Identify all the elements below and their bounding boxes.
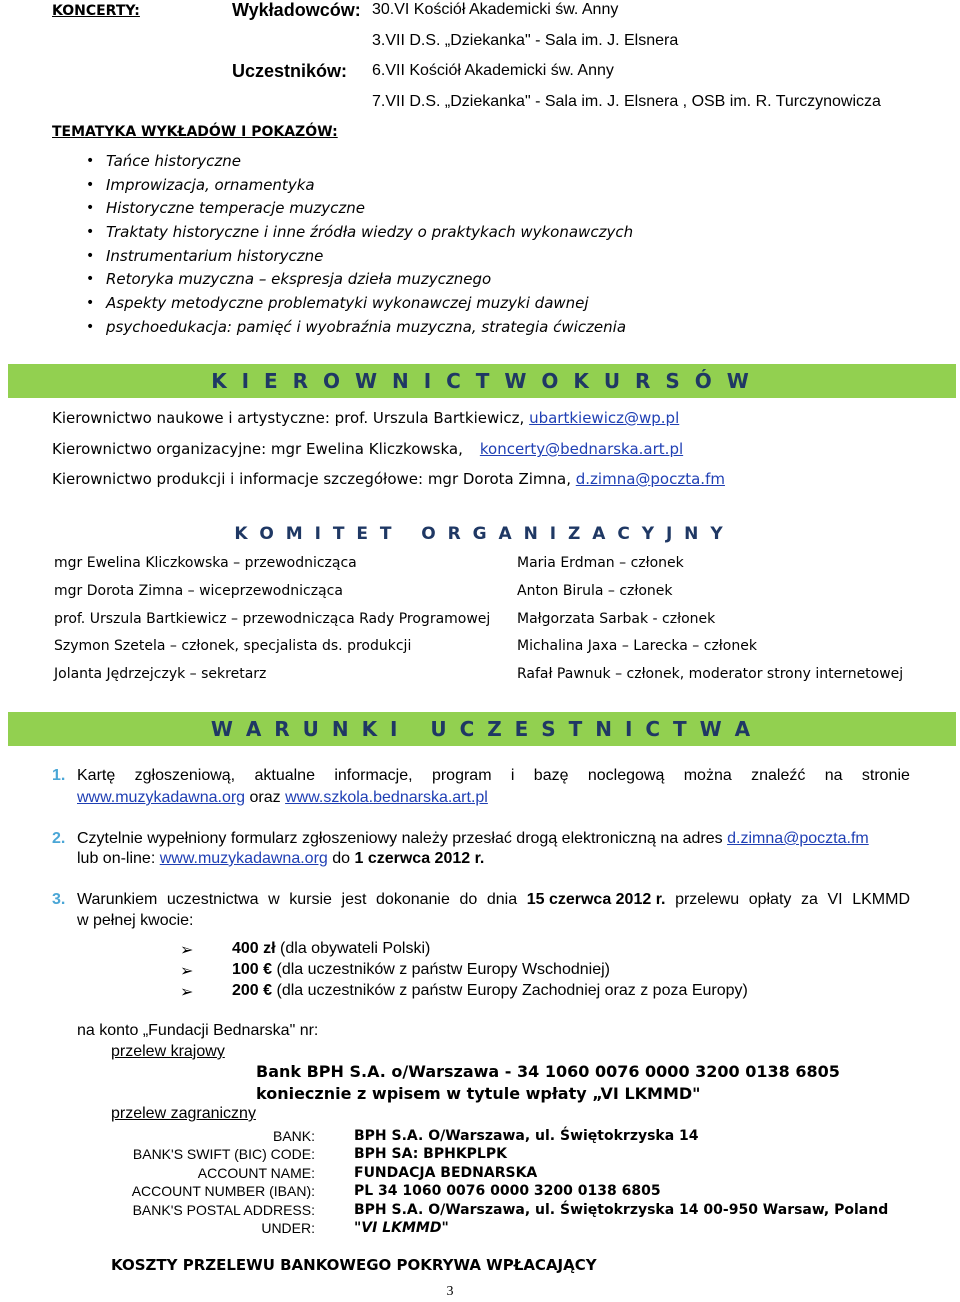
word: Kartę — [77, 767, 116, 784]
website-link[interactable]: www.muzykadawna.org — [77, 789, 246, 806]
fee-marker-icon: ➢ — [180, 942, 194, 959]
list-item: • Instrumentarium historyczne — [80, 245, 633, 269]
word: uczestnictwa — [166, 891, 259, 908]
item-number: 2. — [52, 830, 66, 847]
management-band — [8, 364, 956, 398]
management-line: Kierownictwo organizacyjne: mgr Ewelina Kliczkowska, koncerty@bednarska.art.pl — [52, 440, 684, 458]
committee-member: mgr Ewelina Kliczkowska – przewodnicząca — [54, 555, 357, 571]
venue-line: 3.VII D.S. „Dziekanka" - Sala im. J. Elsnera — [372, 32, 679, 49]
bank-field-value: "VI LKMMD" — [354, 1220, 449, 1236]
word: VI — [827, 891, 843, 908]
fee-marker-icon: ➢ — [180, 963, 194, 980]
word: jest — [341, 891, 367, 908]
email-link[interactable]: d.zimna@poczta.fm — [727, 830, 869, 847]
word: 15 czerwca 2012 r. — [526, 891, 666, 908]
word: noclegową — [587, 767, 665, 784]
conditions-title: W A R U N K I U C Z E S T N I C T W A — [210, 717, 754, 741]
word: przelewu — [675, 891, 740, 908]
committee-member: Michalina Jaxa – Larecka – członek — [517, 638, 757, 654]
concerts-label: KONCERTY: — [52, 3, 140, 19]
word: aktualne — [254, 767, 315, 784]
management-title: K I E R O W N I C T W O K U R S Ó W — [211, 369, 753, 393]
email-link[interactable]: koncerty@bednarska.art.pl — [479, 440, 684, 458]
email-link[interactable]: ubartkiewicz@wp.pl — [529, 409, 680, 427]
committee-title: K O M I T E T O R G A N I Z A C Y J N Y — [234, 524, 726, 544]
committee-member: Rafał Pawnuk – członek, moderator strony internetowej — [517, 666, 904, 682]
bank-field-label: BANK'S POSTAL ADDRESS: — [132, 1202, 315, 1218]
item1-line — [77, 767, 910, 785]
topics-heading: TEMATYKA WYKŁADÓW I POKAZÓW: — [52, 124, 338, 140]
website-link[interactable]: www.szkola.bednarska.art.pl — [285, 789, 488, 806]
list-item: • Retoryka muzyczna – ekspresja dzieła muzycznego — [80, 268, 633, 292]
committee-member: mgr Dorota Zimna – wiceprzewodnicząca — [54, 583, 343, 599]
venue-line: 30.VI Kościół Akademicki św. Anny — [372, 1, 619, 18]
item-number: 1. — [52, 767, 66, 784]
committee-member: Maria Erdman – członek — [517, 555, 684, 571]
bank-field-label: BANK: — [272, 1128, 315, 1144]
participants-label: Uczestników: — [232, 61, 348, 81]
fee-marker-icon: ➢ — [180, 984, 194, 1001]
word: w — [268, 891, 280, 908]
bullet-icon: • — [86, 318, 95, 335]
word: na — [824, 767, 843, 784]
transfer-costs-note: KOSZTY PRZELEWU BANKOWEGO POKRYWA WPŁACAJĄCY — [111, 1256, 597, 1274]
venue-line: 6.VII Kościół Akademicki św. Anny — [372, 62, 614, 79]
word: informacje, — [334, 767, 413, 784]
bank-field-value: FUNDACJA BEDNARSKA — [354, 1165, 538, 1181]
word: Warunkiem — [77, 891, 158, 908]
list-item: • Tańce historyczne — [80, 150, 633, 174]
fee-line: 400 zł (dla obywateli Polski) — [232, 940, 431, 957]
word: dokonanie — [376, 891, 450, 908]
lecturers-label: Wykładowców: — [232, 0, 361, 20]
bullet-icon: • — [86, 247, 95, 264]
bullet-icon: • — [86, 153, 95, 169]
word: stronie — [861, 767, 910, 784]
word: za — [801, 891, 818, 908]
list-item: • Aspekty metodyczne problematyki wykonawczej muzyki dawnej — [80, 292, 633, 316]
list-item: • Improwizacja, ornamentyka — [80, 174, 633, 198]
account-intro: na konto „Fundacji Bednarska" nr: — [77, 1022, 319, 1039]
word: bazę — [533, 767, 569, 784]
item2-line: Czytelnie wypełniony formularz zgłoszeniowy należy przesłać drogą elektroniczną na adres d.zimna@poczta.fm — [77, 830, 869, 847]
word: znaleźć — [751, 767, 806, 784]
word: i — [510, 767, 515, 784]
foreign-transfer-label: przelew zagraniczny — [111, 1105, 256, 1122]
bullet-icon: • — [86, 176, 95, 193]
word: do — [459, 891, 478, 908]
conditions-band — [8, 712, 956, 746]
word: LKMMD — [852, 891, 910, 908]
domestic-account: Bank BPH S.A. o/Warszawa - 34 1060 0076 0000 3200 0138 6805 — [256, 1062, 840, 1081]
domestic-note: koniecznie z wpisem w tytule wpłaty „VI LKMMD" — [256, 1084, 701, 1103]
bullet-icon: • — [86, 271, 95, 288]
bank-field-value: BPH S.A. O/Warszawa, ul. Świętokrzyska 14 — [354, 1128, 699, 1144]
item1-links: www.muzykadawna.org oraz www.szkola.bednarska.art.pl — [77, 789, 488, 806]
list-item: • Historyczne temperacje muzyczne — [80, 197, 633, 221]
bank-field-label: UNDER: — [261, 1220, 315, 1236]
item2-line: lub on-line: www.muzykadawna.org do 1 czerwca 2012 r. — [77, 850, 485, 867]
item3-line — [77, 891, 910, 909]
item3-line: w pełnej kwocie: — [77, 912, 194, 929]
domestic-transfer-label: przelew krajowy — [111, 1043, 225, 1060]
bullet-icon: • — [86, 224, 95, 241]
committee-member: Małgorzata Sarbak - członek — [517, 611, 716, 627]
bank-field-label: BANK'S SWIFT (BIC) CODE: — [132, 1146, 315, 1162]
list-item: • Traktaty historyczne i inne źródła wiedzy o praktykach wykonawczych — [80, 221, 633, 245]
venue-line: 7.VII D.S. „Dziekanka" - Sala im. J. Elsnera , OSB im. R. Turczynowicza — [372, 93, 881, 110]
fee-line: 200 € (dla uczestników z państw Europy Zachodniej oraz z poza Europy) — [232, 982, 748, 999]
bullet-icon: • — [86, 295, 95, 312]
topics-list — [80, 150, 633, 340]
bank-field-label: ACCOUNT NUMBER (IBAN): — [131, 1183, 315, 1199]
fee-line: 100 € (dla uczestników z państw Europy Wschodniej) — [232, 961, 610, 978]
bank-field-value: PL 34 1060 0076 0000 3200 0138 6805 — [354, 1183, 661, 1199]
committee-member: Szymon Szetela – członek, specjalista ds. produkcji — [54, 638, 412, 654]
word: program — [431, 767, 492, 784]
management-line: Kierownictwo naukowe i artystyczne: prof. Urszula Bartkiewicz, ubartkiewicz@wp.pl — [52, 409, 680, 427]
email-link[interactable]: d.zimna@poczta.fm — [575, 470, 725, 488]
bullet-icon: • — [86, 200, 95, 217]
bank-field-value: BPH SA: BPHKPLPK — [354, 1146, 507, 1162]
word: zgłoszeniową, — [134, 767, 236, 784]
page-number: 3 — [446, 1284, 454, 1299]
committee-member: prof. Urszula Bartkiewicz – przewodnicząca Rady Programowej — [54, 611, 491, 627]
word: kursie — [289, 891, 332, 908]
word: opłaty — [748, 891, 792, 908]
word: można — [683, 767, 732, 784]
management-line: Kierownictwo produkcji i informacje szczegółowe: mgr Dorota Zimna, d.zimna@poczta.fm — [52, 470, 725, 488]
bank-field-value: BPH S.A. O/Warszawa, ul. Świętokrzyska 14 00-950 Warsaw, Poland — [354, 1202, 889, 1218]
word: dnia — [486, 891, 518, 908]
committee-member: Jolanta Jędrzejczyk – sekretarz — [54, 666, 267, 682]
list-item: • psychoedukacja: pamięć i wyobraźnia muzyczna, strategia ćwiczenia — [80, 316, 633, 340]
item-number: 3. — [52, 891, 66, 908]
committee-member: Anton Birula – członek — [517, 583, 673, 599]
bank-field-label: ACCOUNT NAME: — [197, 1165, 315, 1181]
website-link[interactable]: www.muzykadawna.org — [159, 850, 328, 867]
